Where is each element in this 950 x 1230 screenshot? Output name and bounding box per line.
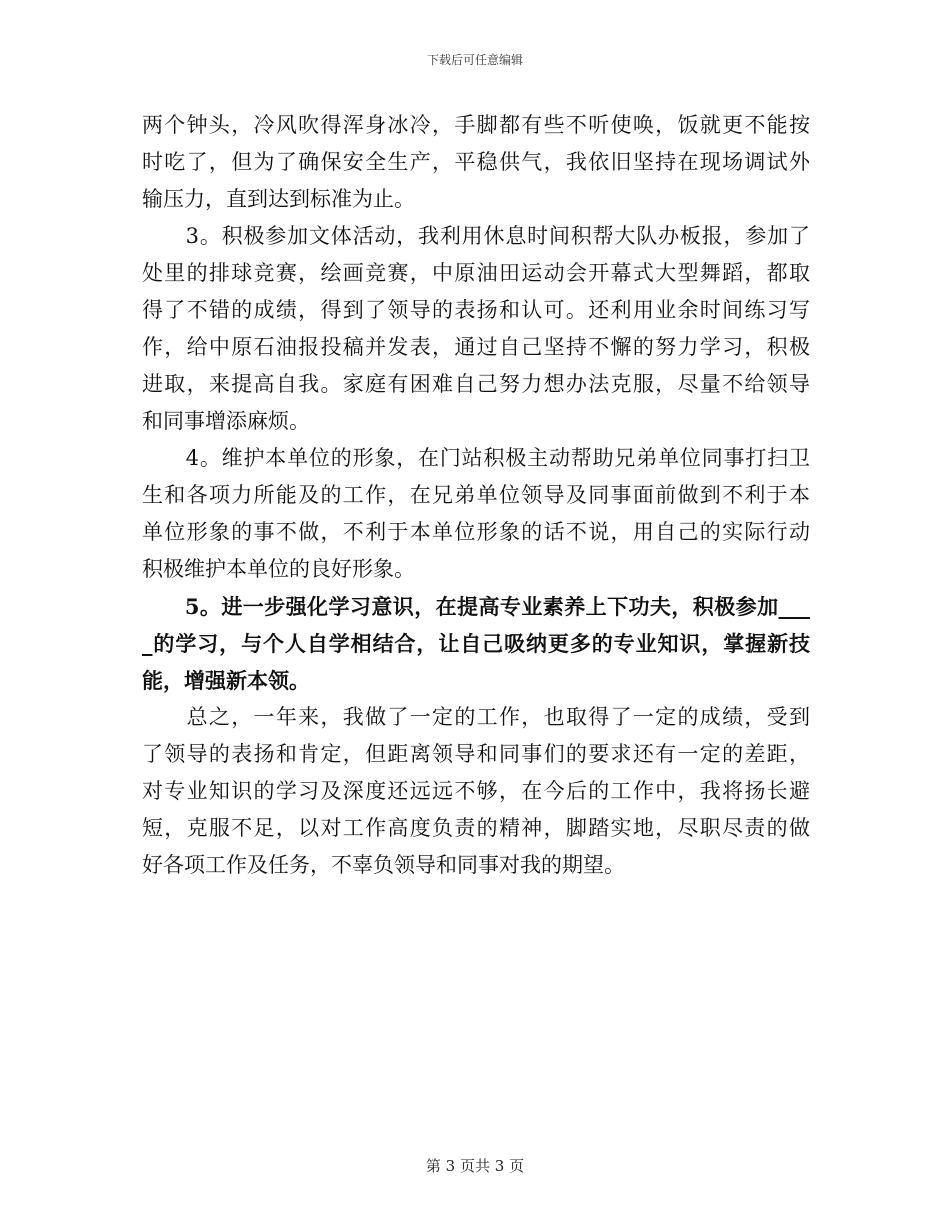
paragraph-5 (142, 699, 810, 884)
text-line: _的学习，与个人自学相结合，让自己吸纳更多的专业知识，掌握新技 (142, 631, 810, 656)
text-line: 积极维护本单位的良好形象。 (142, 557, 415, 581)
paragraph-1 (142, 107, 810, 218)
text-line: 单位形象的事不做，不利于本单位形象的话不说，用自己的实际行动 (142, 520, 810, 544)
page-number: 第 3 页共 3 页 (425, 1157, 525, 1175)
text-line: 生和各项力所能及的工作，在兄弟单位领导及同事面前做到不利于本 (142, 483, 810, 507)
paragraph-2 (142, 218, 810, 440)
text-line: 好各项工作及任务，不辜负领导和同事对我的期望。 (142, 853, 625, 877)
text-line: 能，增强新本领。 (142, 668, 310, 693)
text-line: 短，克服不足，以对工作高度负责的精神，脚踏实地，尽职尽责的做 (142, 816, 810, 840)
text-line: 得了不错的成绩，得到了领导的表扬和认可。还利用业余时间练习写 (142, 298, 810, 322)
text-line: 处里的排球竞赛，绘画竞赛，中原油田运动会开幕式大型舞蹈，都取 (142, 261, 810, 285)
paragraph-4-bold (142, 588, 810, 699)
text-line: 总之，一年来，我做了一定的工作，也取得了一定的成绩，受到 (142, 705, 810, 729)
text-line: 两个钟头，冷风吹得浑身冰冷，手脚都有些不听使唤，饭就更不能按 (142, 113, 810, 137)
text-line: 4。维护本单位的形象，在门站积极主动帮助兄弟单位同事打扫卫 (142, 446, 810, 470)
document-body (142, 107, 810, 884)
text-line: 作，给中原石油报投稿并发表，通过自己坚持不懈的努力学习，积极 (142, 335, 810, 359)
page-header: 下载后可任意编辑 (426, 53, 523, 67)
text-line: 时吃了，但为了确保安全生产，平稳供气，我依旧坚持在现场调试外 (142, 150, 810, 174)
text-line: 5。进一步强化学习意识，在提高专业素养上下功夫，积极参加___ (142, 594, 810, 619)
text-line: 对专业知识的学习及深度还远远不够，在今后的工作中，我将扬长避 (142, 779, 810, 803)
text-line: 进取，来提高自我。家庭有困难自己努力想办法克服，尽量不给领导 (142, 372, 810, 396)
text-line: 输压力，直到达到标准为止。 (142, 187, 415, 211)
paragraph-3 (142, 440, 810, 588)
text-line: 3。积极参加文体活动，我利用休息时间积帮大队办板报，参加了 (142, 224, 810, 248)
text-line: 和同事增添麻烦。 (142, 409, 310, 433)
text-line: 了领导的表扬和肯定，但距离领导和同事们的要求还有一定的差距， (142, 742, 810, 766)
